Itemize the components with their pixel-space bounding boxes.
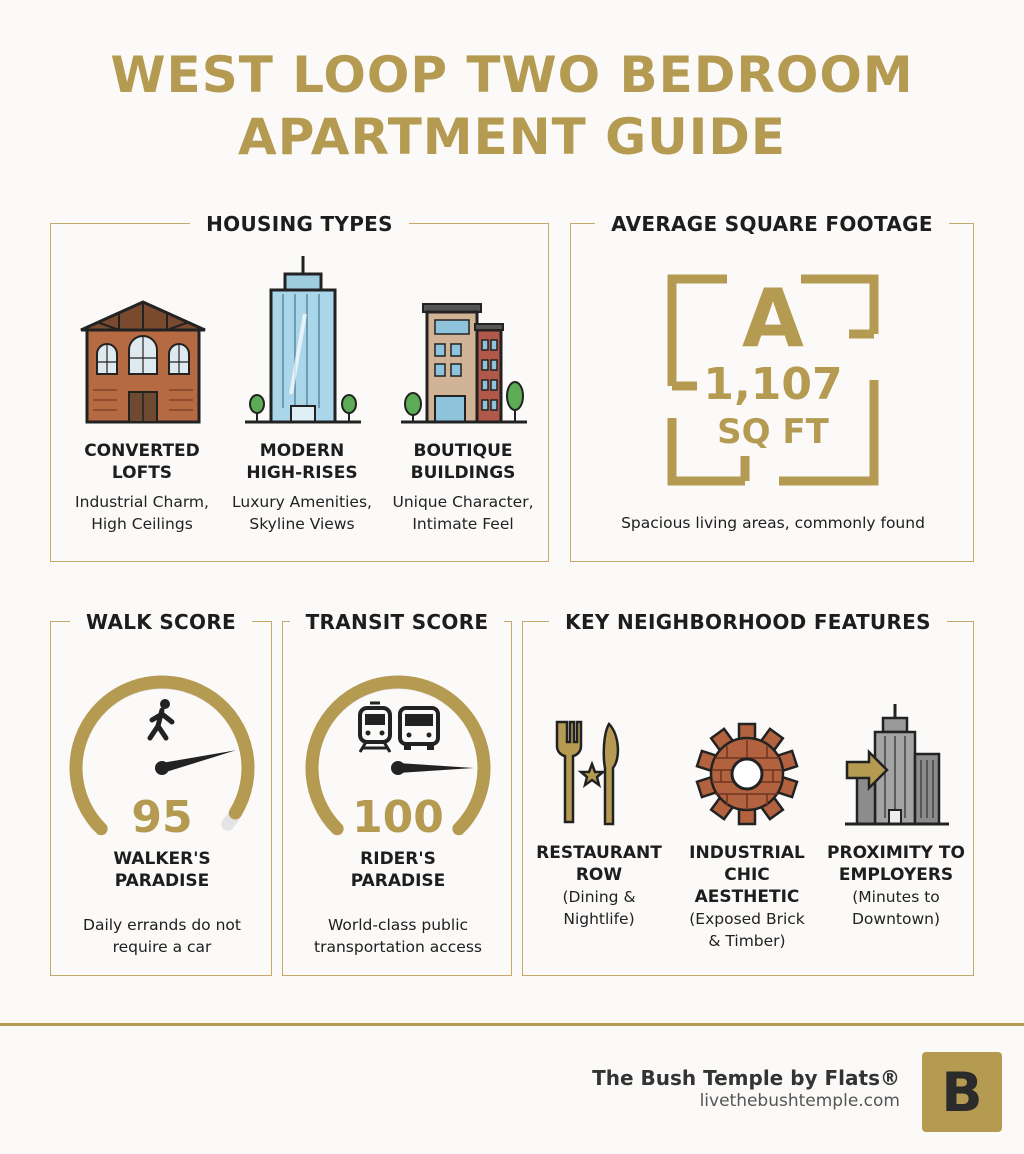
walk-score-desc [51, 914, 273, 958]
walk-score-desc-line: require a car [112, 938, 212, 956]
transit-score-heading: TRANSIT SCORE [290, 610, 505, 634]
feature-desc-line: (Dining & [562, 888, 636, 906]
walk-score-panel [50, 610, 272, 976]
housing-item-title: CONVERTED [84, 441, 200, 461]
feature-restaurant-row [529, 842, 669, 930]
housing-types-panel [50, 212, 549, 562]
square-footage-value: 1,107 [703, 359, 843, 410]
train-icon [360, 703, 390, 752]
walk-score-heading: WALK SCORE [70, 610, 252, 634]
walk-score-desc-line: Daily errands do not [83, 916, 241, 934]
housing-item-title: LOFTS [111, 463, 173, 483]
feature-desc-line: & Timber) [708, 932, 786, 950]
feature-title-line: PROXIMITY TO [827, 843, 965, 863]
feature-desc-line: Downtown) [851, 910, 941, 928]
bus-icon [400, 708, 438, 750]
brand-logo-letter: B [941, 1060, 983, 1124]
housing-item-desc: Unique Character, [392, 493, 534, 511]
fork-knife-star-icon [553, 720, 625, 826]
housing-item-title: HIGH-RISES [246, 463, 358, 483]
transit-score-label [283, 848, 513, 892]
feature-industrial-chic [673, 842, 821, 952]
walk-score-label-line: WALKER'S [113, 849, 211, 869]
housing-item-boutique-buildings [377, 440, 549, 535]
neighborhood-features-heading: KEY NEIGHBORHOOD FEATURES [549, 610, 947, 634]
feature-desc-line: Nightlife) [563, 910, 635, 928]
page-title [0, 44, 1024, 168]
arrow-office-tower-icon [845, 702, 949, 826]
walk-score-label-line: PARADISE [114, 871, 210, 891]
neighborhood-features-panel [522, 610, 974, 976]
housing-item-title: BUILDINGS [410, 463, 516, 483]
transit-score-panel [282, 610, 512, 976]
square-footage-panel [570, 212, 974, 562]
footer-divider [0, 1023, 1024, 1026]
walker-icon [150, 699, 172, 738]
square-footage-desc: Spacious living areas, commonly found [621, 514, 925, 532]
feature-title-line: RESTAURANT [536, 843, 662, 863]
feature-proximity-to-employers [821, 842, 971, 930]
feature-title-line: EMPLOYERS [838, 865, 954, 885]
square-footage-unit: SQ FT [717, 412, 829, 452]
housing-item-desc: Industrial Charm, [75, 493, 209, 511]
walk-score-value: 95 [131, 792, 193, 843]
feature-title-line: AESTHETIC [694, 887, 800, 907]
transit-score-desc-line: transportation access [314, 938, 482, 956]
feature-title-line: ROW [575, 865, 623, 885]
housing-types-heading: HOUSING TYPES [190, 212, 409, 236]
housing-item-desc: Skyline Views [249, 515, 355, 533]
housing-item-converted-lofts [57, 440, 227, 535]
transit-score-desc-line: World-class public [327, 916, 469, 934]
housing-item-desc: Intimate Feel [412, 515, 514, 533]
brand-url[interactable]: livethebushtemple.com [699, 1091, 900, 1111]
housing-item-desc: Luxury Amenities, [232, 493, 372, 511]
brick-loft-building-icon [79, 300, 207, 424]
glass-skyscraper-icon [245, 254, 361, 426]
title-line-1: WEST LOOP TWO BEDROOM [110, 46, 914, 104]
brick-gear-icon [695, 722, 799, 826]
brand-block [592, 1066, 900, 1112]
housing-item-title: BOUTIQUE [413, 441, 513, 461]
feature-desc-line: (Minutes to [852, 888, 940, 906]
title-line-2: APARTMENT GUIDE [238, 108, 786, 166]
housing-item-modern-high-rises [217, 440, 387, 535]
transit-score-label-line: RIDER'S [360, 849, 436, 869]
floor-plan-letter: A [742, 272, 804, 365]
walk-score-label [51, 848, 273, 892]
transit-score-value: 100 [352, 792, 444, 843]
feature-desc-line: (Exposed Brick [689, 910, 805, 928]
housing-item-title: MODERN [259, 441, 345, 461]
feature-title-line: INDUSTRIAL [689, 843, 805, 863]
feature-title-line: CHIC [724, 865, 770, 885]
brand-name: The Bush Temple by Flats® [592, 1066, 900, 1090]
transit-score-label-line: PARADISE [350, 871, 446, 891]
housing-item-desc: High Ceilings [91, 515, 193, 533]
boutique-building-icon [401, 300, 527, 426]
square-footage-heading: AVERAGE SQUARE FOOTAGE [595, 212, 949, 236]
brand-logo [922, 1052, 1002, 1132]
transit-score-desc [283, 914, 513, 958]
